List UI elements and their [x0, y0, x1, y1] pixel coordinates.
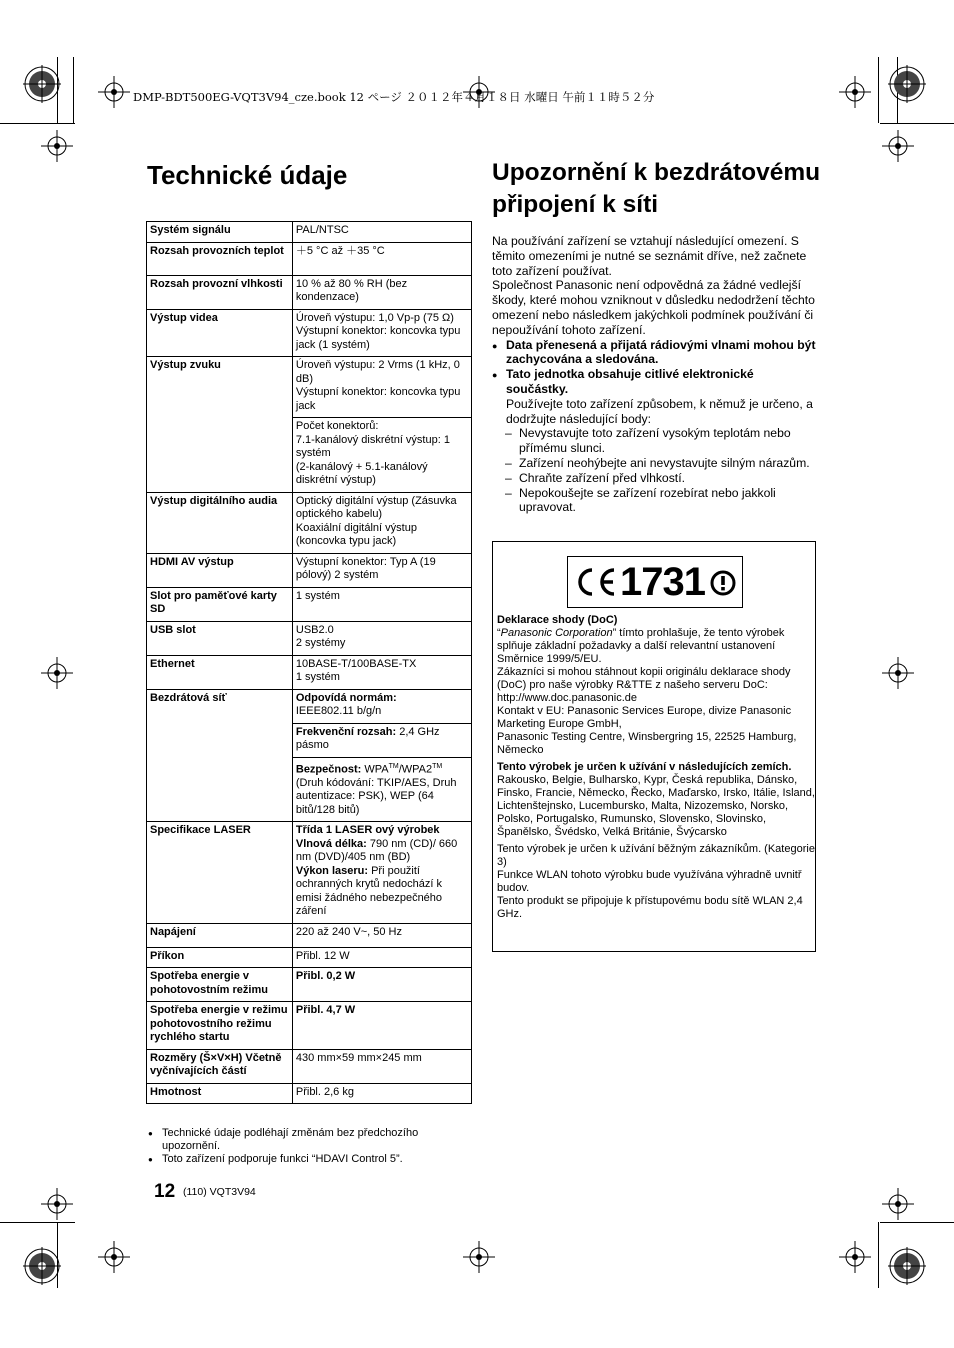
table-row: [147, 275, 472, 309]
spec-value: Počet konektorů: 7.1-kanálový diskrétní výstup: 1 systém (2-kanálový + 5.1-kanálový diskrétní výstup): [292, 418, 471, 493]
liability-paragraph: Společnost Panasonic není odpovědná za žádné vedlejší škody, které mohou vzniknout v důsledku nedodržení těchto omezení nebo následkem jakýchkoli podmínek používání či nepoužívání tohoto zařízení.: [492, 278, 815, 337]
spec-value: Přibl. 4,7 W: [292, 1002, 471, 1050]
spec-value: Přibl. 2,6 kg: [292, 1083, 471, 1104]
crop-mark: [0, 1222, 75, 1223]
spec-label: Rozsah provozní vlhkosti: [147, 275, 293, 309]
spec-label: Napájení: [147, 923, 293, 947]
table-row: [147, 357, 472, 418]
table-row: [147, 587, 472, 621]
spec-value: [292, 822, 471, 924]
spec-value: 10 % až 80 % RH (bez kondenzace): [292, 275, 471, 309]
spec-value: Přibl. 0,2 W: [292, 968, 471, 1002]
registration-target-icon: [98, 1241, 130, 1273]
spec-value: 10BASE-T/100BASE-TX 1 systém: [292, 655, 471, 689]
spec-value: 220 až 240 V~, 50 Hz: [292, 923, 471, 947]
wireless-notice: [492, 234, 817, 515]
table-row: [147, 621, 472, 655]
registration-target-icon: [41, 1188, 73, 1220]
table-row: [147, 1049, 472, 1083]
registration-target-icon: [839, 76, 871, 108]
crop-mark: [878, 57, 879, 123]
spec-value: PAL/NTSC: [292, 222, 471, 243]
spec-value: 430 mm×59 mm×245 mm: [292, 1049, 471, 1083]
spec-label: Ethernet: [147, 655, 293, 689]
spec-label: Rozměry (Š×V×H) Včetně vyčnívajících částí: [147, 1049, 293, 1083]
use-paragraph: Používejte toto zařízení způsobem, k němuž je určeno, a dodržujte následující body:: [506, 396, 813, 426]
doc-url[interactable]: http://www.doc.panasonic.de: [497, 692, 638, 704]
ce-logo-icon: [574, 567, 618, 597]
registration-target-icon: [463, 1241, 495, 1273]
table-row: [147, 947, 472, 968]
spec-value: Optický digitální výstup (Zásuvka optického kabelu) Koaxiální digitální výstup (koncovka typu jack): [292, 492, 471, 553]
section-title: Upozornění k bezdrátovému připojení k síti: [492, 159, 821, 218]
trademark-sup: TM: [388, 762, 399, 770]
spec-value: USB2.0 2 systémy: [292, 621, 471, 655]
spec-label: Výstup zvuku: [147, 357, 293, 493]
registration-target-icon: [887, 1246, 927, 1286]
spec-label: Výstup videa: [147, 309, 293, 357]
table-row: [147, 689, 472, 723]
registration-target-icon: [882, 1188, 914, 1220]
countries-list: Rakousko, Belgie, Bulharsko, Kypr, Česká republika, Dánsko, Finsko, Francie, Německo, Řecko, Maďarsko, Irsko, Itálie, Island, Lichtenštejnsko, Lucembursko, Malta, Nizozemsko, Norsko, Polsko, Portugalsko, Rumunsko, Slovensko, Slovinsko, Španělsko, Švédsko, Velká Británie, Švýcarsko: [497, 774, 815, 838]
dash-item: – Nepokoušejte se zařízení rozebírat nebo jakkoli upravovat.: [492, 486, 817, 516]
page-title: Technické údaje: [147, 160, 348, 190]
spec-subvalue: (Druh kódování: TKIP/AES, Druh autentizace: PSK), WEP (64 bitů/128 bitů): [295, 776, 457, 816]
spec-sublabel: Frekvenční rozsah:: [295, 725, 397, 738]
registration-target-icon: [22, 1246, 62, 1286]
registration-target-icon: [839, 1241, 871, 1273]
page-number: 12: [154, 1181, 176, 1202]
intro-paragraph: Na používání zařízení se vztahují následující omezení. S těmito omezeními je nutné se seznámit dříve, než začnete toto zařízení používat.: [492, 234, 807, 278]
ce-number: 1731: [620, 560, 705, 604]
table-row: [147, 923, 472, 947]
doc-title: Deklarace shody (DoC): [497, 614, 618, 626]
bullet-item: ● Tato jednotka obsahuje citlivé elektronické součástky.: [492, 367, 817, 397]
table-row: [147, 655, 472, 689]
note-item: ● Toto zařízení podporuje funkci “HDAVI Control 5”.: [148, 1153, 468, 1166]
wlan-text: Tento produkt se připojuje k přístupovému bodu sítě WLAN 2,4 GHz.: [497, 895, 803, 920]
ce-mark: [567, 556, 743, 608]
table-row: [147, 822, 472, 924]
spec-value: [292, 723, 471, 757]
spec-sublabel: Odpovídá normám:: [295, 691, 397, 704]
doc-statement: “Panasonic Corporation” tímto prohlašuje, že tento výrobek splňuje základní požadavky a další relevantní ustanovení Směrnice 1999/5/EU.: [497, 627, 785, 665]
table-row: [147, 309, 472, 357]
registration-target-icon: [22, 64, 62, 104]
dash-item: – Zařízení neohýbejte ani nevystavujte silným nárazům.: [492, 456, 817, 471]
dash-item: – Nevystavujte toto zařízení vysokým teplotám nebo přímému slunci.: [492, 426, 817, 456]
contact-line: Kontakt v EU: Panasonic Services Europe, divize Panasonic Marketing Europe GmbH,: [497, 705, 792, 730]
registration-target-icon: [41, 657, 73, 689]
page-reference: (110) VQT3V94: [183, 1186, 256, 1198]
table-row: [147, 242, 472, 275]
registration-target-icon: [882, 657, 914, 689]
spec-value: ＋5 °C až ＋35 °C: [292, 242, 471, 275]
registration-target-icon: [887, 64, 927, 104]
spec-subvalue: IEEE802.11 b/g/n: [295, 705, 382, 717]
crop-mark: [880, 123, 954, 124]
table-row: [147, 1083, 472, 1104]
book-header: DMP-BDT500EG-VQT3V94_cze.book 12 ページ ２０１２年４月１８日 水曜日 午前１１時５２分: [133, 90, 655, 104]
spec-value: 1 systém: [292, 587, 471, 621]
dash-item: – Chraňte zařízení před vlhkostí.: [492, 471, 817, 486]
crop-mark: [878, 1222, 879, 1288]
spec-value: Přibl. 12 W: [292, 947, 471, 968]
spec-label: Bezdrátová síť: [147, 689, 293, 822]
download-text: Zákazníci si mohou stáhnout kopii originálu deklarace shody (DoC) pro naše výrobky R&TTE z našeho serveru DoC:: [497, 666, 791, 691]
spec-value: Úroveň výstupu: 1,0 Vp-p (75 Ω) Výstupní konektor: koncovka typu jack (1 systém): [292, 309, 471, 357]
spec-subvalue: 2,4 GHz pásmo: [295, 725, 440, 751]
crop-mark: [73, 57, 74, 123]
note-item: ● Technické údaje podléhají změnám bez předchozího upozornění.: [148, 1127, 468, 1153]
spec-subvalue: Při použití ochranných krytů nedochází k emisi žádného nebezpečného záření: [295, 864, 443, 918]
spec-label: Spotřeba energie v pohotovostním režimu: [147, 968, 293, 1002]
spec-value: Výstupní konektor: Typ A (19 pólový) 2 systém: [292, 553, 471, 587]
table-row: [147, 222, 472, 243]
spec-subvalue: /WPA2: [398, 763, 433, 776]
spec-table: [146, 221, 472, 1104]
spec-label: Příkon: [147, 947, 293, 968]
wlan-text: Funkce WLAN tohoto výrobku bude využívána výhradně uvnitř budov.: [497, 869, 802, 894]
spec-label: Spotřeba energie v režimu pohotovostního režimu rychlého startu: [147, 1002, 293, 1050]
contact-line: Panasonic Testing Centre, Winsbergring 15, 22525 Hamburg, Německo: [497, 731, 797, 756]
doc-statement-text: tímto prohlašuje, že tento výrobek splňuje základní požadavky a další relevantní ustanovení Směrnice 1999/5/EU.: [497, 627, 785, 665]
table-row: [147, 1002, 472, 1050]
spec-label: Slot pro paměťové karty SD: [147, 587, 293, 621]
crop-mark: [880, 1222, 954, 1223]
company-name: Panasonic Corporation: [500, 627, 613, 639]
countries-title: Tento výrobek je určen k užívání v následujících zemích.: [497, 761, 792, 773]
spec-label: Systém signálu: [147, 222, 293, 243]
spec-label: HDMI AV výstup: [147, 553, 293, 587]
spec-subvalue: 790 nm (CD)/ 660 nm (DVD)/405 nm (BD): [295, 837, 458, 864]
spec-label: Hmotnost: [147, 1083, 293, 1104]
registration-target-icon: [41, 130, 73, 162]
spec-subvalue: WPA: [364, 763, 389, 776]
spec-value: [292, 757, 471, 822]
trademark-sup: TM: [432, 762, 443, 770]
notes-list: [148, 1127, 468, 1166]
table-row: [147, 968, 472, 1002]
registration-target-icon: [882, 130, 914, 162]
alert-icon: [710, 570, 736, 596]
table-row: [147, 492, 472, 553]
spec-sublabel: Vlnová délka:: [295, 837, 367, 850]
spec-value: [292, 689, 471, 723]
spec-sublabel: Třída 1 LASER ový výrobek: [295, 824, 440, 837]
registration-target-icon: [98, 76, 130, 108]
declaration-box: [492, 541, 816, 952]
table-row: [147, 553, 472, 587]
spec-value: Úroveň výstupu: 2 Vrms (1 kHz, 0 dB) Výstupní konektor: koncovka typu jack: [292, 357, 471, 418]
bullet-item: ● Data přenesená a přijatá rádiovými vlnami mohou být zachycována a sledována.: [492, 338, 817, 368]
spec-label: Výstup digitálního audia: [147, 492, 293, 553]
spec-sublabel: Výkon laseru:: [295, 864, 369, 877]
declaration-text: [497, 614, 815, 921]
spec-label: Rozsah provozních teplot: [147, 242, 293, 275]
spec-label: USB slot: [147, 621, 293, 655]
category-text: Tento výrobek je určen k užívání běžným zákazníkům. (Kategorie 3): [497, 843, 815, 868]
spec-sublabel: Bezpečnost:: [295, 763, 362, 776]
crop-mark: [0, 123, 75, 124]
spec-label: Specifikace LASER: [147, 822, 293, 924]
